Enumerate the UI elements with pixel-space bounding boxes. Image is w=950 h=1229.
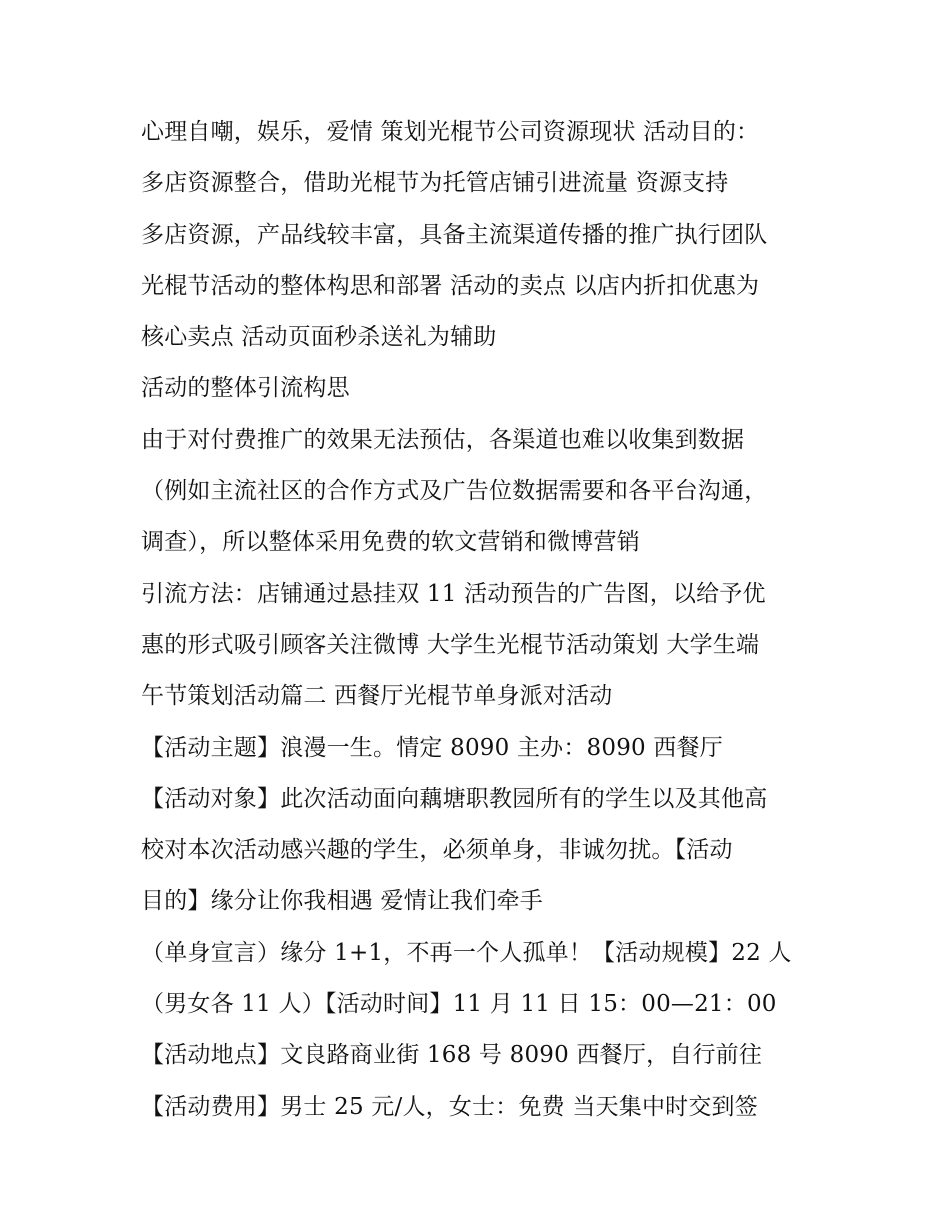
text-line-1: 心理自嘲，娱乐，爱情 策划光棍节公司资源现状 活动目的： — [141, 119, 760, 145]
text-line-15: 校对本次活动感兴趣的学生，必须单身，非诚勿扰。【活动 — [141, 837, 733, 864]
text-line-4: 光棍节活动的整体构思和部署 活动的卖点 以店内折扣优惠为 — [141, 272, 760, 299]
text-line-19: 【活动地点】文良路商业街 168 号 8090 西餐厅，自行前往 — [141, 1042, 763, 1069]
text-line-8: （例如主流社区的合作方式及广告位数据需要和各平台沟通， — [141, 478, 768, 505]
text-line-7: 由于对付费推广的效果无法预估，各渠道也难以收集到数据 — [141, 426, 745, 453]
text-line-5: 核心卖点 活动页面秒杀送礼为辅助 — [141, 324, 497, 351]
text-line-10: 引流方法：店铺通过悬挂双 11 活动预告的广告图，以给予优 — [141, 580, 766, 607]
text-line-2: 多店资源整合，借助光棍节为托管店铺引进流量 资源支持 — [141, 170, 729, 197]
text-line-9: 调查），所以整体采用免费的软文营销和微博营销 — [141, 529, 640, 556]
section-heading-traffic: 活动的整体引流构思 — [141, 375, 350, 402]
text-line-14: 【活动对象】此次活动面向藕塘职教园所有的学生以及其他高 — [141, 785, 768, 812]
text-line-12: 午节策划活动篇二 西餐厅光棍节单身派对活动 — [141, 683, 613, 710]
text-line-20: 【活动费用】男士 25 元/人，女士：免费 当天集中时交到签 — [141, 1093, 758, 1120]
text-line-16: 目的】缘分让你我相遇 爱情让我们牵手 — [141, 888, 543, 915]
text-line-13: 【活动主题】浪漫一生。情定 8090 主办：8090 西餐厅 — [141, 734, 723, 761]
text-line-17: （单身宣言）缘分 1+1，不再一个人孤单！【活动规模】22 人 — [141, 939, 792, 966]
document-body — [141, 107, 841, 1133]
text-line-18: （男女各 11 人）【活动时间】11 月 11 日 15：00—21：00 — [141, 991, 777, 1018]
text-line-11: 惠的形式吸引顾客关注微博 大学生光棍节活动策划 大学生端 — [141, 631, 760, 658]
text-line-3: 多店资源，产品线较丰富，具备主流渠道传播的推广执行团队 — [141, 221, 768, 248]
